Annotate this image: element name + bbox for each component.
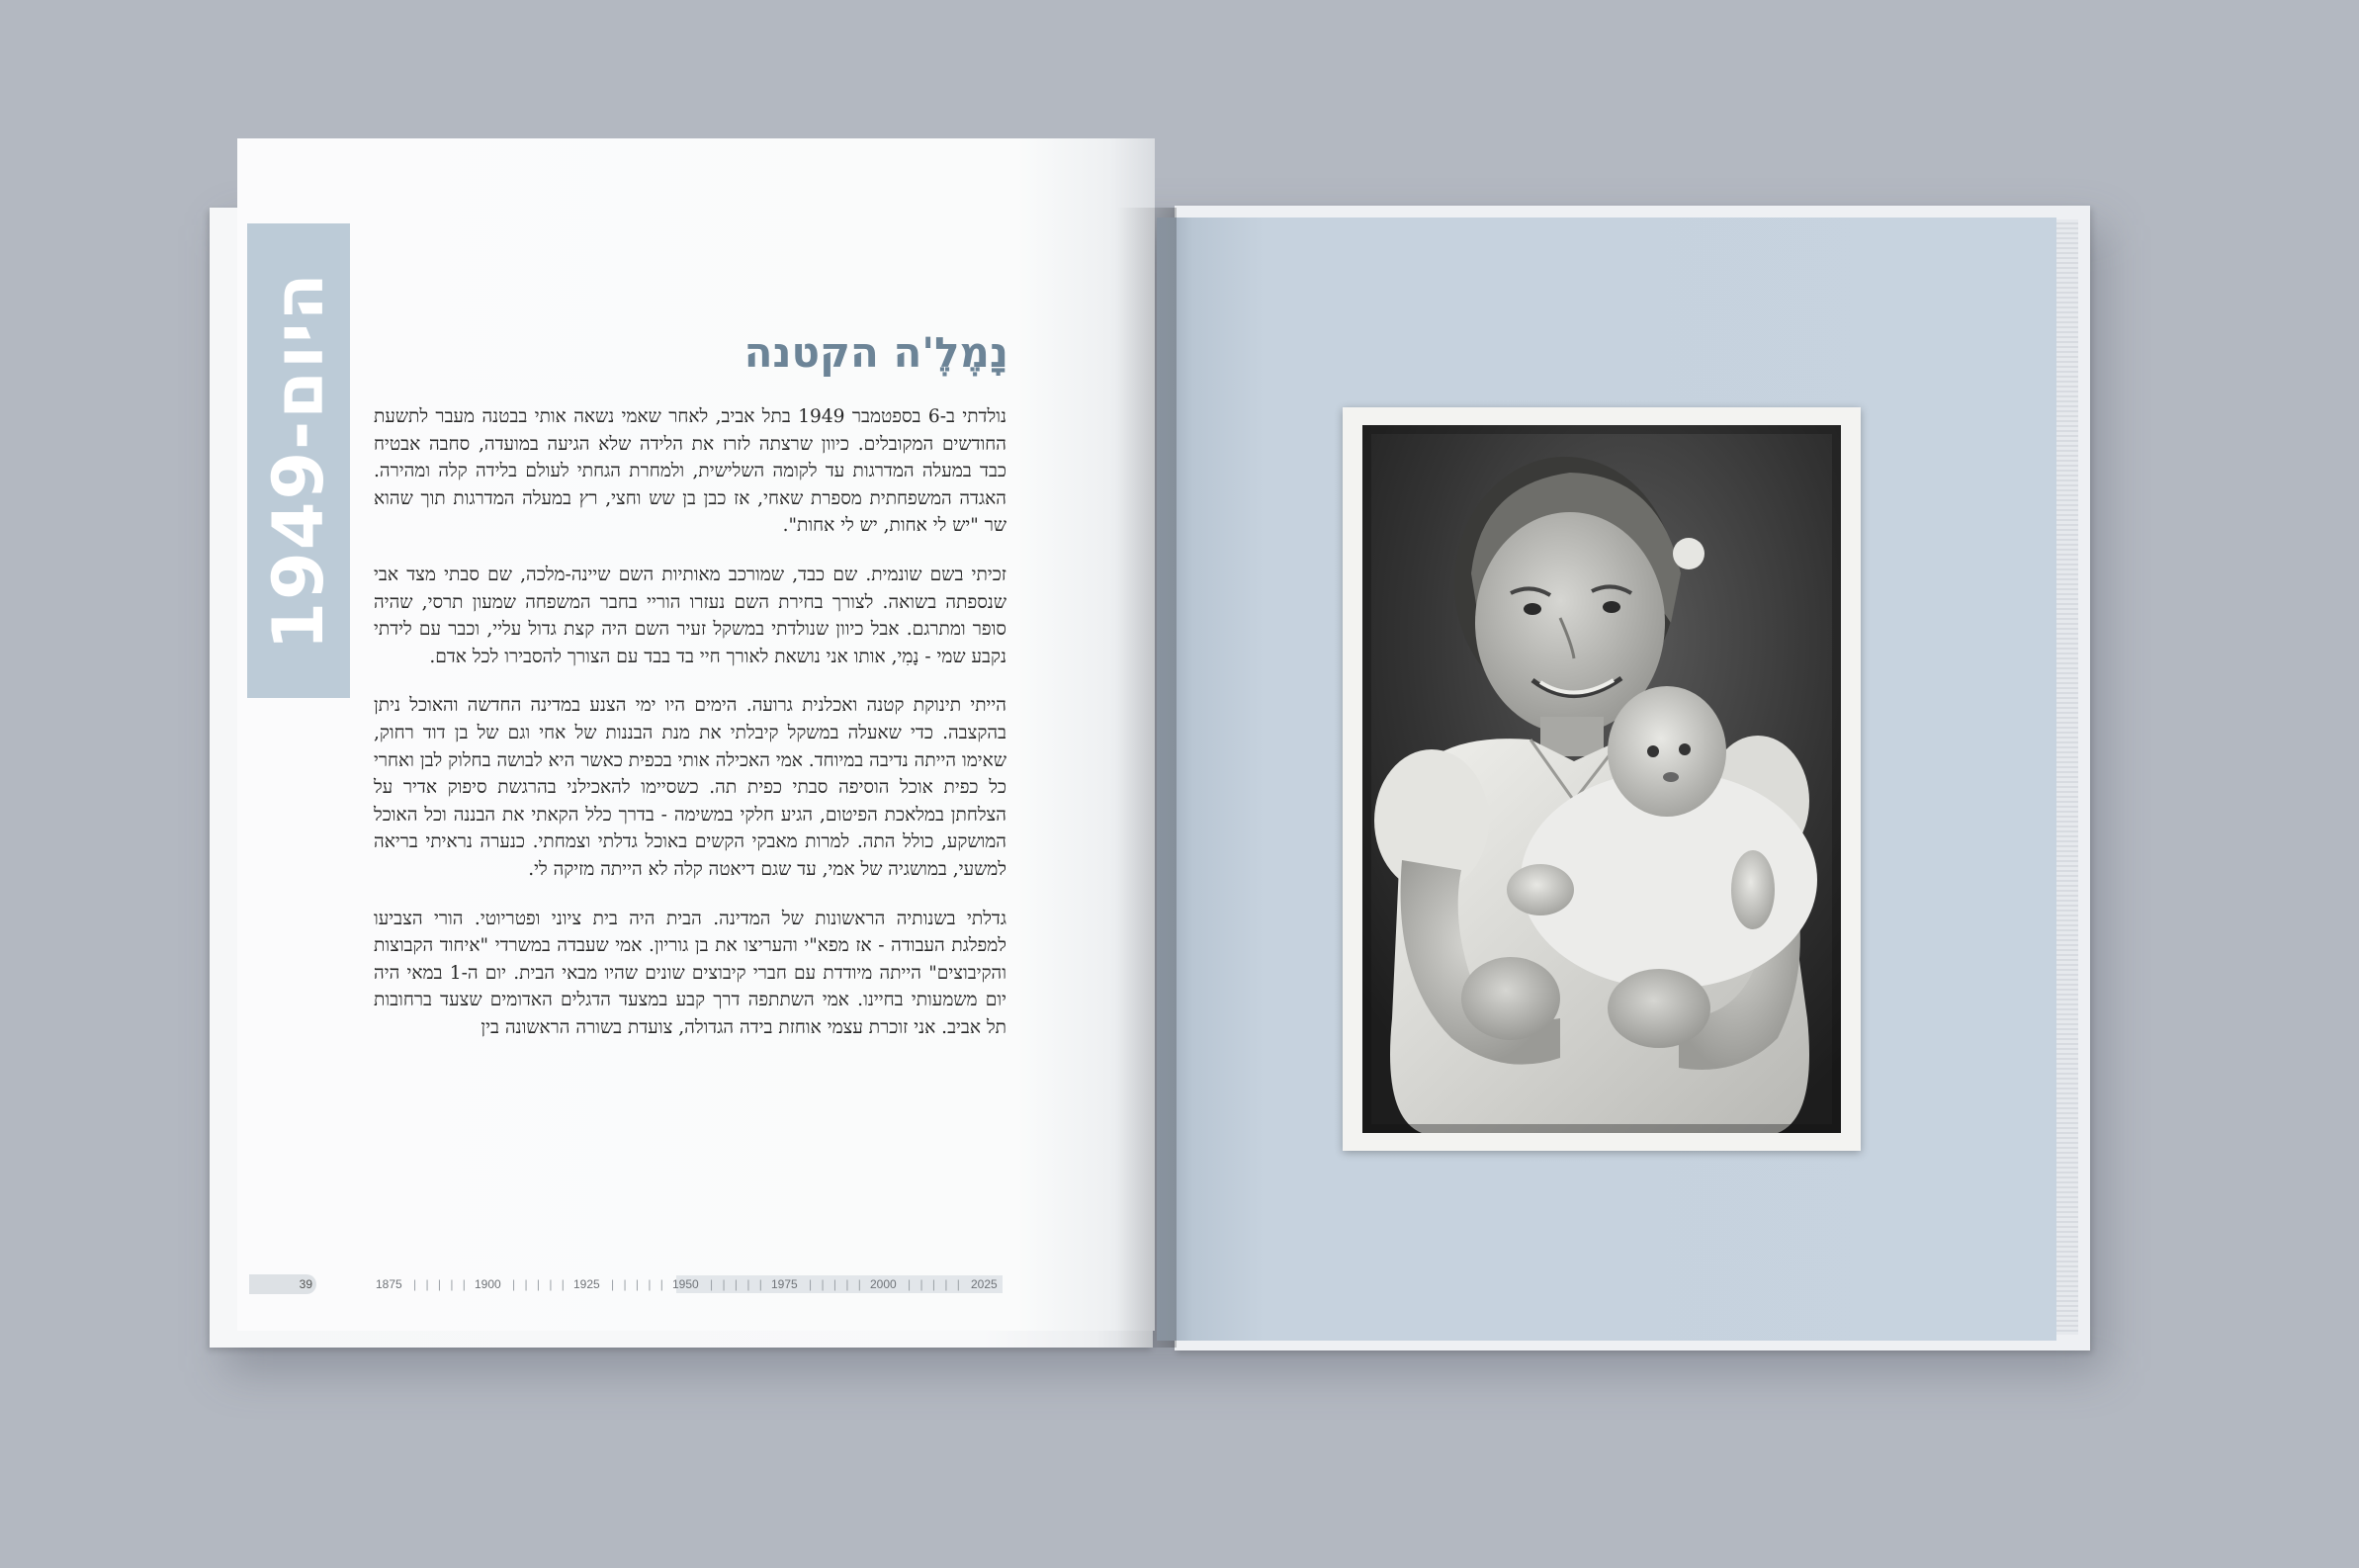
body-text	[374, 403, 1006, 1063]
timeline-label-1900: 1900	[475, 1277, 501, 1291]
page-number: 39	[249, 1274, 316, 1294]
side-year-label: היום-1949	[258, 271, 339, 651]
girl-with-doll-illustration	[1362, 425, 1841, 1133]
timeline-ticks: | | | | |	[611, 1277, 666, 1291]
paragraph-4: גדלתי בשנותיה הראשונות של המדינה. הבית היה בית ציוני ופטריוטי. הורי הצביעו למפלגת העבודה - אז מפא"י והעריצו את בן גוריון. אמי שעבדה במשרדי "איחוד הקבוצות והקיבוצים" הייתה מיודדת עם חברי קיבוצים שונים שהיו מבאי הבית. יום ה-1 במאי היה יום משמעותי בחיינו. אמי השתתפה דרך קבע במצעד הדגלים האדומים שצעד ברחובות תל אביב. אני זוכרת עצמי אוחזת בידה הגדולה, צועדת בשורה הראשונה בין	[374, 908, 1006, 1038]
timeline-ticks: | | | | |	[710, 1277, 765, 1291]
paragraph-3: הייתי תינוקת קטנה ואכלנית גרועה. הימים היו ימי הצנע במדינה החדשה והאוכל ניתן בהקצבה. כדי שאעלה במשקל קיבלתי את מנת הבננות של אחי וגם של בן דוד רחוק, שאימו הייתה נדיבה במיוחד. אמי האכילה אותי בכפית כאשר היא לבושה בחלוק לבן ואחרי כל כפית אוכל הוסיפה סבתי כפית תה. כשסיימו להאכילני בהרגשת סיפוק אדיר על הצלחתן במלאכת הפיטום, הגיע חלקי במשימה - בדרך כלל הקאתי את הבננה וכל האוכל המושקע, כולל התה. למרות מאבקי הקשים באוכל גדלתי וצמחתי. כנערה נראיתי בריאה למשעי, במושגיה של אמי, עד שגם דיאטה קלה לא הייתה מזיקה לי.	[374, 695, 1006, 880]
timeline-label-1925: 1925	[573, 1277, 600, 1291]
vintage-photo	[1362, 425, 1841, 1133]
paragraph-1: נולדתי ב-6 בספטמבר 1949 בתל אביב, לאחר שאמי נשאה אותי בבטנה מעבר לתשעת החודשים המקובלים. כיוון שרצתה לזרז את הלידה שלא הגיעה במועדה, סחבה אבטיח כבד במעלה המדרגות עד לקומה השלישית, ולמחרת הגחתי לעולם בלידה קלה ומהירה. האגדה המשפחתית מספרת שאחי, אז כבן בן שש וחצי, רץ במעלה המדרגות תוך שהוא שר "יש לי אחות, יש לי אחות".	[374, 406, 1007, 537]
timeline-ticks: | | | | |	[809, 1277, 864, 1291]
timeline-footer	[376, 1273, 1003, 1295]
page-stack-edge	[2056, 219, 2078, 1335]
timeline-label-2025: 2025	[971, 1277, 998, 1291]
timeline-label-1975: 1975	[771, 1277, 798, 1291]
timeline-label-1950: 1950	[672, 1277, 699, 1291]
chapter-title: נָמֶלֶ'ה הקטנה	[743, 328, 1008, 377]
photo-frame	[1343, 407, 1861, 1151]
timeline-ticks: | | | | |	[413, 1277, 469, 1291]
timeline-ticks: | | | | |	[908, 1277, 963, 1291]
paragraph-2: זכיתי בשם שונמית. שם כבד, שמורכב מאותיות השם שיינה-מלכה, שם סבתי מצד אבי שנספתה בשואה. לצורך בחירת השם נעזרו הוריי בחבר המשפחה שמעון תרסי, שהיה סופר ומתרגם. אבל כיוון שנולדתי במשקל זעיר השם היה קצת גדול עליי, וכבר עם לידתי נקבע שמי - נָמִי, אותו אני נושאת לאורך חיי בד בבד עם הצורך להסבירו לכל אדם.	[374, 564, 1006, 667]
timeline-label-1875: 1875	[376, 1277, 402, 1291]
timeline-label-2000: 2000	[870, 1277, 897, 1291]
spine-shadow	[1117, 208, 1177, 1348]
timeline-ticks: | | | | |	[512, 1277, 568, 1291]
